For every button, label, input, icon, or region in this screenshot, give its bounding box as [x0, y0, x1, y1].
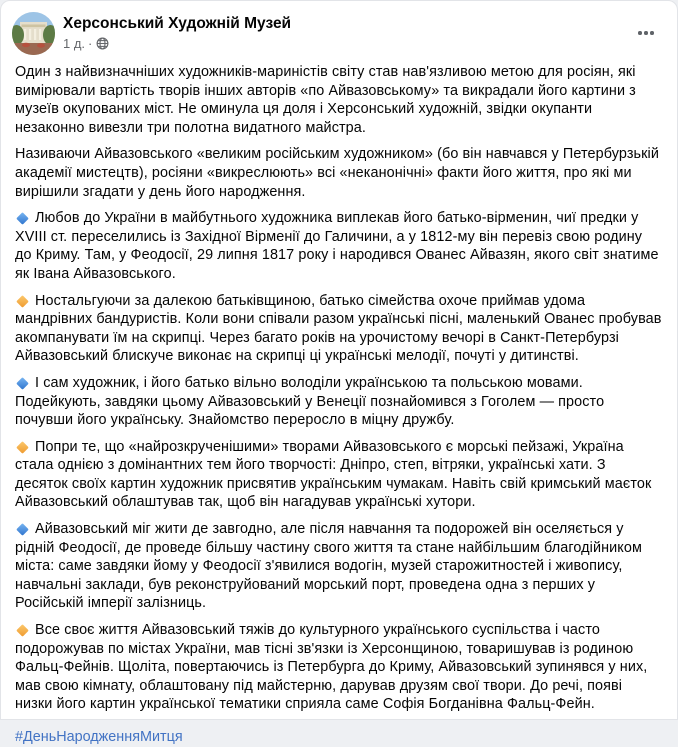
museum-building-photo	[12, 12, 55, 55]
post-body	[1, 61, 677, 714]
post-paragraph	[15, 209, 662, 283]
paragraph-text: Ностальгуючи за далекою батьківщиною, батько сімейства охоче приймав удома мандрівних бандуристів. Коли вони співали разом українські пісні, маленький Ованес пробував акомпанувати їм на скрипці. Через багато років на урочистому вечорі в Санкт-Петербурзі Айвазовський блискуче виконає на скрипці ці українські мелодії, почуті у дитинстві.	[15, 292, 662, 365]
post-paragraph	[15, 438, 662, 512]
paragraph-text: Айвазовський міг жити де завгодно, але після навчання та подорожей він оселяється у рідній Феодосії, де проведе більшу частину свого життя та стане найбільшим благодійником міста: саме завдяки йому у Феодосії з'явилися водогін, музей старожитностей і живопису, навчальні заклади, був реконструйований морський порт, проведена одна з перших у Російській імперії залізниць.	[15, 521, 642, 612]
paragraph-text: Попри те, що «найрозкрученішими» творами Айвазовського є морські пейзажі, Україна стала однією з домінантних тем його творчості: Дніпро, степ, вітряки, українські хати. З десяток своїх картин художник присвятив українським чумакам. Навіть свій кримський маєток Айвазовський облаштував так, щоб він нагадував українські хутори.	[15, 438, 652, 511]
more-options-button[interactable]	[632, 23, 660, 43]
avatar[interactable]	[12, 12, 55, 55]
paragraph-text: Один з найвизначніших художників-мариністів світу став нав'язливою метою для росіян, які вимірювали вартість творів інших авторів «по Айвазовському» та викрадали його картини з музеїв окупованих міст. Не оминула ця доля і Херсонський художній, звідки окупанти незаконно вивезли три полотна видатного майстра.	[15, 64, 636, 136]
post-header	[1, 1, 677, 61]
post-paragraph	[15, 520, 662, 613]
post-meta	[63, 35, 291, 52]
small-blue-diamond-icon	[16, 377, 29, 390]
small-blue-diamond-icon	[16, 523, 29, 536]
post-paragraph	[15, 63, 662, 137]
header-text	[63, 12, 291, 52]
post-paragraph	[15, 292, 662, 366]
post-paragraph	[15, 374, 662, 430]
small-orange-diamond-icon	[16, 624, 29, 637]
paragraph-text: Називаючи Айвазовського «великим російським художником» (бо він навчався у Петербурзькій академії мистецтв), росіяни «викреслюють» всі «неканонічні» факти його життя, про які ми вирішили згадати у день його народження.	[15, 146, 659, 200]
small-blue-diamond-icon	[16, 212, 29, 225]
small-orange-diamond-icon	[16, 441, 29, 454]
post-paragraph	[15, 145, 662, 201]
page-name-link[interactable]: Херсонський Художній Музей	[63, 15, 292, 32]
post-paragraph	[15, 621, 662, 714]
paragraph-text: Все своє життя Айвазовський тяжів до культурного українського суспільства і часто подорожував по містах України, мав тісні зв'язки із Херсонщиною, товаришував із родиною Фальц-Фейнів. Щоліта, повертаючись із Петербурга до Криму, Айвазовський зупинявся у них, мав свою кімнату, облаштовану під майстерню, дарував друзям свої твори. До речі, появі низки його картин української тематики сприяла саме Софія Богданівна Фальц-Фейн.	[15, 622, 648, 713]
globe-icon	[96, 37, 109, 50]
hashtag-link[interactable]: #ДеньНародженняМитця	[15, 729, 183, 745]
meta-separator: ·	[88, 36, 93, 51]
paragraph-text: Любов до України в майбутнього художника виплекав його батько-вірменин, чиї предки у XVIII ст. переселились із Західної Вірменії до Галичини, а у 1812-му він перевіз свою родину до Криму. Там, у Феодосії, 29 липня 1817 року і народився Ованес Айвазян, якого світ знатиме як Івана Айвазовського.	[15, 210, 659, 282]
paragraph-text: І сам художник, і його батько вільно володіли українською та польською мовами. Подейкують, завдяки цьому Айвазовський у Венеції познайомився з Гоголем — просто почувши його українську. Знайомство переросло в міцну дружбу.	[15, 374, 605, 429]
small-orange-diamond-icon	[16, 295, 29, 308]
timestamp[interactable]: 1 д.	[63, 36, 86, 51]
three-dots-icon	[638, 31, 642, 35]
